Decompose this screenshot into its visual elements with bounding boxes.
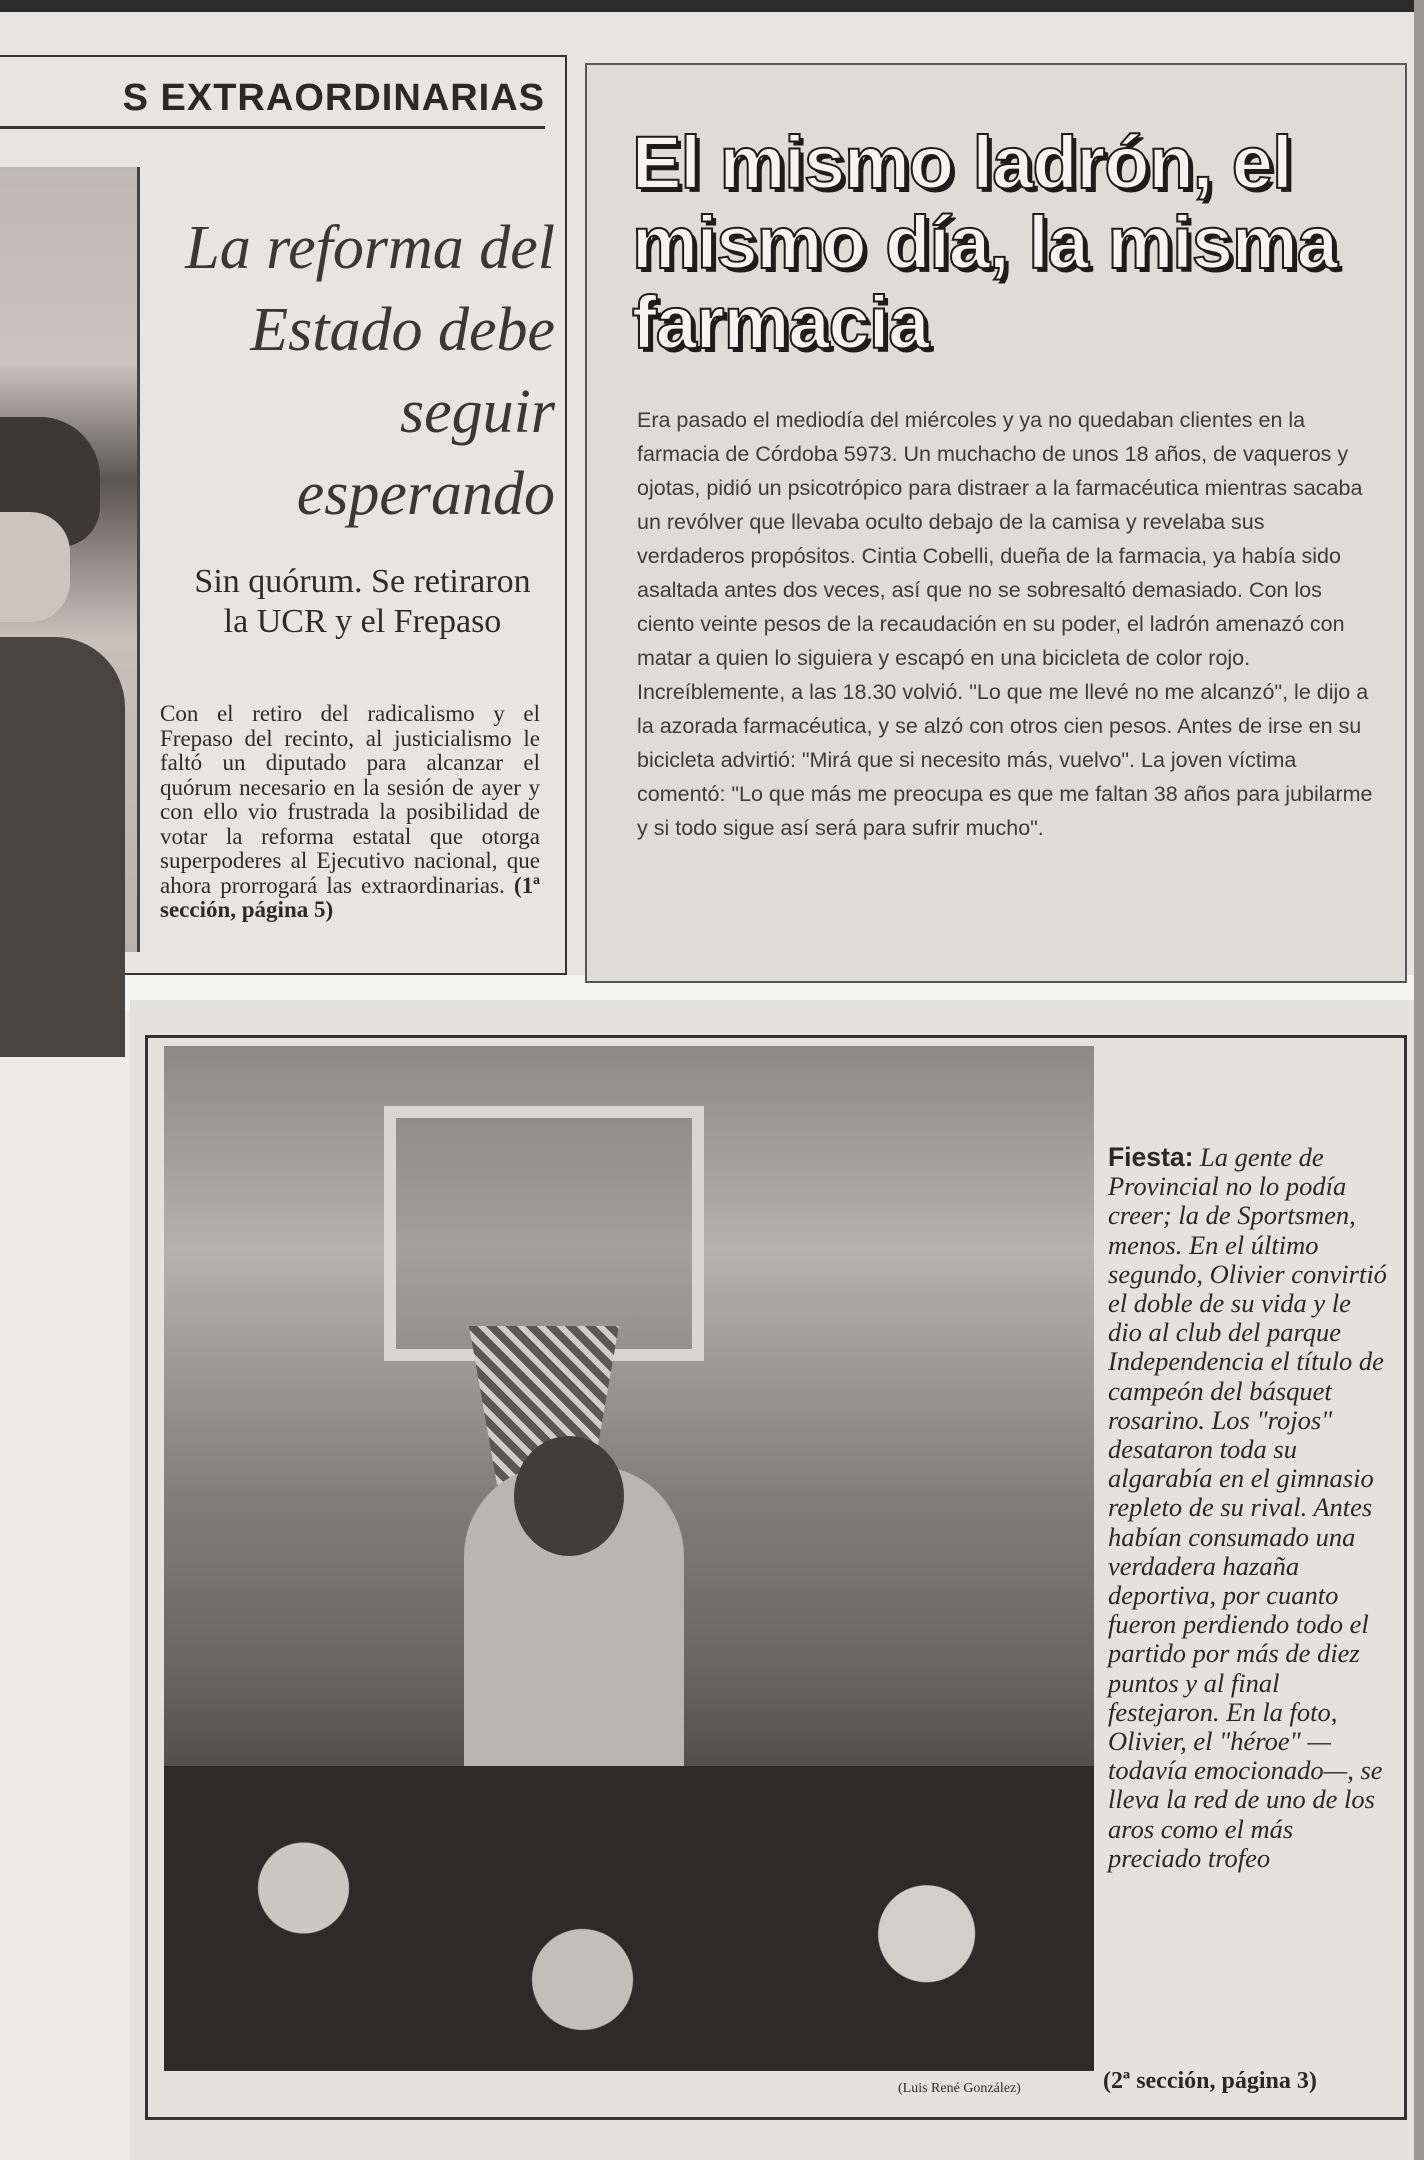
section-kicker: S EXTRAORDINARIAS	[0, 77, 545, 129]
photo-credit: (Luis René González)	[898, 2081, 1021, 2096]
scan-edge-right	[1414, 0, 1424, 2160]
photo-story-box	[145, 1035, 1407, 2120]
backboard	[384, 1106, 704, 1361]
left-headline: La reforma del Estado debe seguir esperando	[185, 214, 555, 528]
left-reference: (1ª sección, página 5)	[160, 872, 540, 922]
portrait-shoulder	[0, 637, 125, 1057]
basketball-photo	[164, 1046, 1094, 2071]
crowd	[164, 1766, 1094, 2071]
caption-text: La gente de Provincial no lo podía creer; la de Sportsmen, menos. En el último segundo, Olivier convirtió el doble de su vida y le dio al club del parque Independencia el título de campeón del básquet rosarino. Los "rojos" desataron toda su algarabía en el gimnasio repleto de su rival. Antes habían consumado una verdadera hazaña deportiva, por cuanto fueron perdiendo todo el partido por más de diez puntos y al final festejaron. En la foto, Olivier, el "héroe" —todavía emocionado—, se lleva la red de uno de los aros como el más preciado trofeo	[1108, 1142, 1387, 1873]
portrait-face	[0, 512, 70, 622]
portrait-photo	[0, 167, 140, 952]
photo-caption	[1108, 1143, 1388, 1873]
scan-edge	[0, 0, 1424, 12]
caption-lead: Fiesta:	[1108, 1142, 1194, 1172]
left-body-text: Con el retiro del radicalismo y el Frepaso del recinto, al justicialismo le faltó un diputado para alcanzar el quórum necesario en la sesión de ayer y con ello vio frustrada la posibilidad de votar la reforma estatal que otorga superpoderes al Ejecutivo nacional, que ahora prorrogará las extraordinarias.	[160, 701, 540, 898]
left-subhead: Sin quórum. Se retiraron la UCR y el Frepaso	[194, 563, 531, 640]
right-story-box	[585, 63, 1407, 983]
right-headline: El mismo ladrón, el mismo día, la misma farmacia	[632, 121, 1337, 364]
left-body	[160, 702, 540, 923]
player-head	[514, 1436, 624, 1556]
right-body: Era pasado el mediodía del miércoles y ya no quedaban clientes en la farmacia de Córdoba 5973. Un muchacho de unos 18 años, de vaqueros y ojotas, pidió un psicotrópico para distraer a la farmacéutica mientras sacaba un revólver que llevaba oculto debajo de la camisa y revelaba sus verdaderos propósitos. Cintia Cobelli, dueña de la farmacia, ya había sido asaltada antes dos veces, así que no se sobresaltó demasiado. Con los ciento veinte pesos de la recaudación en su poder, el ladrón amenazó con matar a quien lo siguiera y escapó en una bicicleta de color rojo. Increíblemente, a las 18.30 volvió. "Lo que me llevé no me alcanzó", le dijo a la azorada farmacéutica, y se alzó con otros cien pesos. Antes de irse en su bicicleta advirtió: "Mirá que si necesito más, vuelvo". La joven víctima comentó: "Lo que más me preocupa es que me faltan 38 años para jubilarme y si todo sigue así será para sufrir mucho".	[637, 408, 1373, 840]
left-story-box	[0, 55, 567, 975]
caption-reference: (2ª sección, página 3)	[1103, 2068, 1317, 2094]
